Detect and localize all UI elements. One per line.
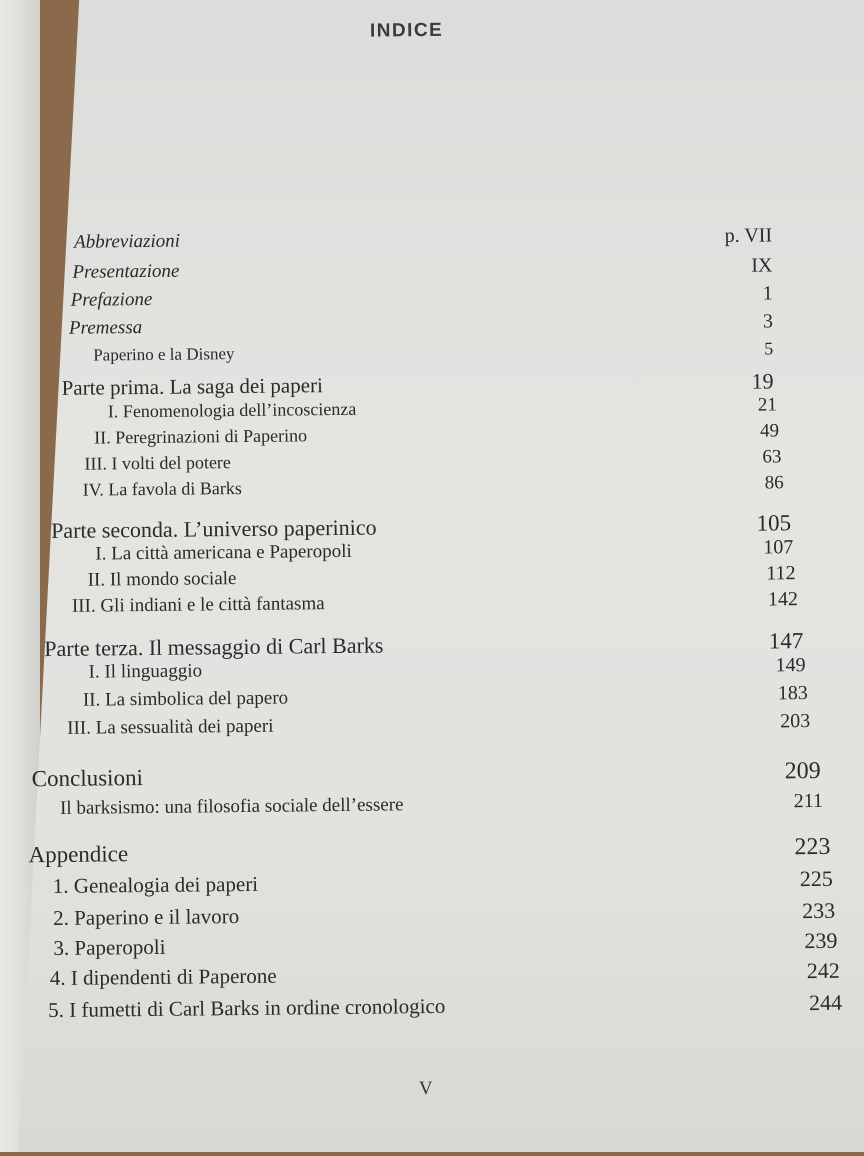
toc-entry-page-number: 211: [793, 789, 824, 813]
toc-entry-page-number: 3: [762, 310, 774, 333]
toc-entry-label: II. La simbolica del papero: [82, 687, 289, 711]
toc-entry-page-number: 223: [794, 833, 831, 861]
toc-entry-label: 2. Paperino e il lavoro: [53, 904, 240, 930]
toc-entry-label: I. La città americana e Paperopoli: [95, 540, 352, 565]
toc-entry-label: Presentazione: [72, 260, 180, 283]
toc-entry-page-number: 63: [762, 446, 782, 468]
toc-entry-label: II. Il mondo sociale: [87, 568, 237, 591]
toc-entry-page-number: 239: [804, 927, 838, 954]
toc-entry-page-number: p. VII: [724, 224, 773, 247]
toc-entry-label: Premessa: [68, 317, 143, 339]
toc-entry-label: 1. Genealogia dei paperi: [52, 871, 259, 898]
toc-entry-label: I. Fenomenologia dell’incoscienza: [107, 398, 357, 422]
toc-entry-label: 4. I dipendenti di Paperone: [49, 963, 277, 991]
toc-entry-label: Abbreviazioni: [73, 230, 181, 253]
toc-entry-label: III. I volti del potere: [84, 452, 231, 474]
toc-entry-page-number: 225: [799, 865, 833, 892]
toc-entry-page-number: 86: [764, 472, 784, 494]
toc-entry-label: Il barksismo: una filosofia sociale dell’essere: [59, 794, 404, 819]
toc-entry-label: IV. La favola di Barks: [82, 477, 242, 500]
toc-entry-label: I. Il linguaggio: [88, 660, 203, 683]
toc-entry-label: Parte seconda. L’universo paperinico: [50, 514, 377, 543]
toc-entry-page-number: 21: [757, 394, 777, 416]
page-number-footer: V: [418, 1078, 433, 1100]
toc-entry-label: Appendice: [28, 841, 129, 868]
toc-entry-label: Prefazione: [70, 288, 153, 311]
toc-entry-label: Parte prima. La saga dei paperi: [61, 373, 323, 400]
toc-entry-page-number: 183: [777, 682, 808, 705]
page-title: INDICE: [369, 19, 444, 42]
toc-entry-page-number: 49: [760, 420, 780, 442]
toc-entry-page-number: 149: [775, 654, 806, 677]
toc-entry-page-number: 105: [756, 510, 792, 536]
toc-entry-page-number: 107: [763, 536, 794, 559]
toc-entry-page-number: IX: [751, 254, 773, 277]
toc-entry-page-number: 244: [808, 989, 843, 1016]
toc-entry-page-number: 209: [784, 757, 821, 785]
toc-entry-page-number: 142: [767, 588, 798, 611]
toc-entry-page-number: 242: [806, 957, 840, 984]
toc-entry-label: II. Peregrinazioni di Paperino: [94, 425, 308, 448]
toc-entry-page-number: 147: [768, 628, 804, 654]
toc-entry-page-number: 19: [751, 368, 774, 394]
toc-entry-page-number: 112: [766, 562, 796, 585]
toc-entry-page-number: 1: [762, 282, 773, 305]
toc-entry-label: Conclusioni: [31, 765, 144, 792]
toc-entry-label: Parte terza. Il messaggio di Carl Barks: [44, 632, 384, 662]
toc-entry-label: III. La sessualità dei paperi: [67, 715, 274, 739]
toc-entry-label: III. Gli indiani e le città fantasma: [71, 593, 325, 617]
toc-entry-page-number: 5: [764, 338, 774, 359]
toc-entry-page-number: 233: [802, 897, 836, 924]
toc-entry-page-number: 203: [780, 710, 811, 733]
toc-entry-label: Paperino e la Disney: [93, 344, 235, 365]
toc-entry-label: 3. Paperopoli: [53, 934, 166, 960]
toc-entry-label: 5. I fumetti di Carl Barks in ordine cronologico: [48, 993, 446, 1023]
